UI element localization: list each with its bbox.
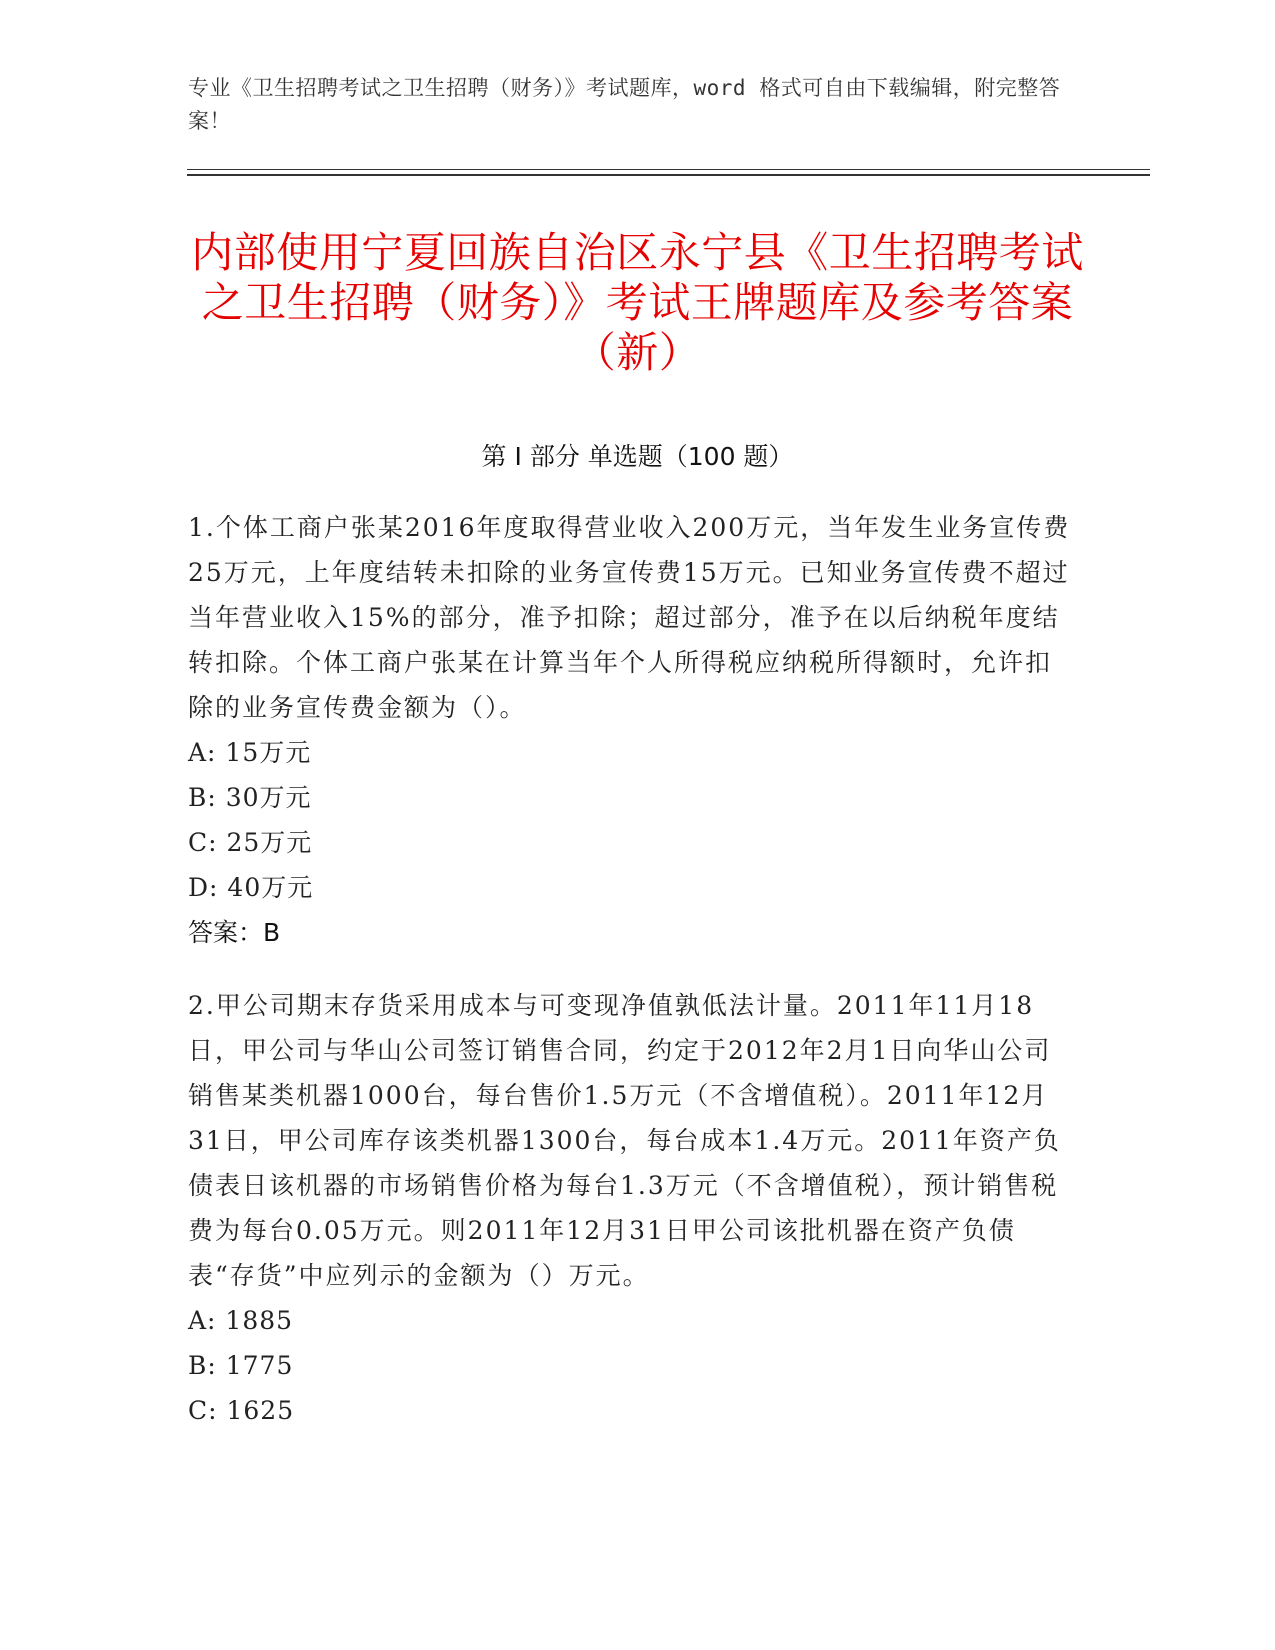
question-1 [188,505,1078,955]
option-a: A: 1885 [188,1306,294,1335]
header-divider-thick [187,174,1150,176]
option-d: D: 40万元 [188,873,314,902]
question-stem: 1.个体工商户张某2016年度取得营业收入200万元，当年发生业务宣传费25万元，上年度结转未扣除的业务宣传费15万元。已知业务宣传费不超过当年营业收入15%的部分，准予扣除；超过部分，准予在以后纳税年度结转扣除。个体工商户张某在计算当年个人所得税应纳税所得额时，允许扣除的业务宣传费金额为（）。 [188,513,1071,722]
question-2 [188,983,1078,1433]
option-b: B: 30万元 [188,783,312,812]
answer-label: 答案：B [188,918,281,947]
header-divider-thin [187,169,1150,170]
section-heading: 第 I 部分 单选题（100 题） [481,442,794,471]
option-c: C: 25万元 [188,828,313,857]
header-note: 专业《卫生招聘考试之卫生招聘（财务）》考试题库，word 格式可自由下载编辑，附完整答案！ [188,76,1061,133]
document-title: 内部使用宁夏回族自治区永宁县《卫生招聘考试之卫生招聘（财务）》考试王牌题库及参考答案（新） [191,228,1084,377]
option-a: A: 15万元 [188,738,312,767]
option-b: B: 1775 [188,1351,294,1380]
option-c: C: 1625 [188,1396,295,1425]
question-stem: 2.甲公司期末存货采用成本与可变现净值孰低法计量。2011年11月18日，甲公司与华山公司签订销售合同，约定于2012年2月1日向华山公司销售某类机器1000台，每台售价1.5万元（不含增值税）。2011年12月31日，甲公司库存该类机器1300台，每台成本1.4万元。2011年资产负债表日该机器的市场销售价格为每台1.3万元（不含增值税），预计销售税费为每台0.05万元。则2011年12月31日甲公司该批机器在资产负债表“存货”中应列示的金额为（）万元。 [188,991,1061,1290]
